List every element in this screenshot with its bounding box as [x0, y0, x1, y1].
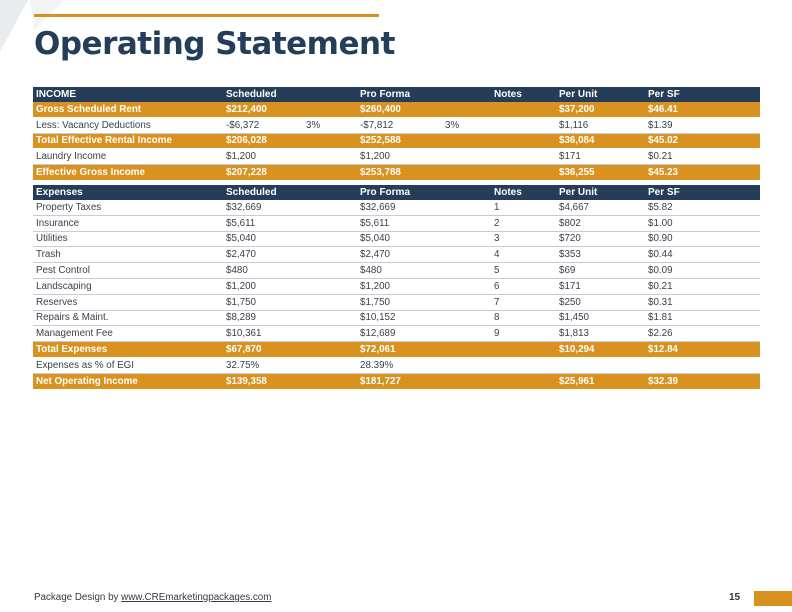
cell-scheduled: $10,361: [223, 326, 303, 342]
cell-pro-forma: $181,727: [357, 373, 442, 389]
cell-pro-forma: $252,588: [357, 133, 442, 149]
table-row: [33, 149, 760, 165]
income-header-per-sf: Per SF: [645, 87, 760, 102]
cell-per-sf: $45.02: [645, 133, 760, 149]
expenses-header-row: [33, 185, 760, 200]
cell-label: Net Operating Income: [33, 373, 223, 389]
total-row: [33, 165, 760, 181]
cell-notes: [491, 102, 556, 117]
cell-per-unit: $250: [556, 294, 645, 310]
cell-scheduled: $2,470: [223, 247, 303, 263]
cell-scheduled: $1,200: [223, 149, 303, 165]
cell-scheduled: $5,611: [223, 215, 303, 231]
income-header-row: [33, 87, 760, 102]
cell-scheduled-pct: [303, 247, 357, 263]
cell-per-sf: $32.39: [645, 373, 760, 389]
cell-pro-forma: $2,470: [357, 247, 442, 263]
cell-scheduled: $1,200: [223, 278, 303, 294]
cell-label: Less: Vacancy Deductions: [33, 117, 223, 133]
cell-per-sf: $5.82: [645, 200, 760, 215]
cell-scheduled: $8,289: [223, 310, 303, 326]
cell-notes: 9: [491, 326, 556, 342]
cell-per-sf: $0.09: [645, 263, 760, 279]
cell-per-unit: $10,294: [556, 342, 645, 358]
cell-per-sf: $1.81: [645, 310, 760, 326]
cell-scheduled-pct: 3%: [303, 117, 357, 133]
cell-label: Expenses as % of EGI: [33, 357, 223, 373]
cell-notes: 7: [491, 294, 556, 310]
cell-pro-forma-pct: [442, 310, 491, 326]
cell-per-unit: $36,255: [556, 165, 645, 181]
cell-label: Utilities: [33, 231, 223, 247]
cell-pro-forma: $260,400: [357, 102, 442, 117]
cell-scheduled-pct: [303, 200, 357, 215]
cell-scheduled: $139,358: [223, 373, 303, 389]
cell-notes: 5: [491, 263, 556, 279]
cell-scheduled-pct: [303, 310, 357, 326]
cell-scheduled-pct: [303, 326, 357, 342]
cell-pro-forma: $480: [357, 263, 442, 279]
income-header-pro-forma-pct: [442, 87, 491, 102]
cell-per-sf: $1.39: [645, 117, 760, 133]
expenses-header-per-sf: Per SF: [645, 185, 760, 200]
table-row: [33, 117, 760, 133]
expenses-table: [33, 185, 760, 390]
cell-label: Total Expenses: [33, 342, 223, 358]
cell-notes: 6: [491, 278, 556, 294]
table-row: [33, 310, 760, 326]
cell-per-unit: $69: [556, 263, 645, 279]
cell-per-sf: $1.00: [645, 215, 760, 231]
cell-pro-forma: $1,750: [357, 294, 442, 310]
footer-credit-prefix: Package Design by: [34, 592, 122, 603]
cell-pro-forma-pct: [442, 165, 491, 181]
cell-label: Repairs & Maint.: [33, 310, 223, 326]
table-row: [33, 263, 760, 279]
cell-scheduled: $212,400: [223, 102, 303, 117]
income-header-label: INCOME: [33, 87, 223, 102]
cell-pro-forma-pct: [442, 247, 491, 263]
footer-credit-link[interactable]: www.CREmarketingpackages.com: [121, 592, 272, 603]
cell-scheduled: 32.75%: [223, 357, 303, 373]
cell-pro-forma: $1,200: [357, 149, 442, 165]
cell-pro-forma: $12,689: [357, 326, 442, 342]
cell-pro-forma-pct: [442, 149, 491, 165]
cell-scheduled: $67,870: [223, 342, 303, 358]
cell-label: Management Fee: [33, 326, 223, 342]
page-number-tab: [754, 591, 792, 606]
cell-per-sf: $0.21: [645, 149, 760, 165]
cell-notes: [491, 165, 556, 181]
cell-pro-forma: 28.39%: [357, 357, 442, 373]
cell-pro-forma: $253,788: [357, 165, 442, 181]
cell-per-unit: $1,116: [556, 117, 645, 133]
cell-pro-forma-pct: [442, 357, 491, 373]
cell-per-unit: [556, 357, 645, 373]
cell-pro-forma-pct: [442, 200, 491, 215]
cell-scheduled: $206,028: [223, 133, 303, 149]
total-row: [33, 373, 760, 389]
cell-scheduled-pct: [303, 231, 357, 247]
title-accent-rule: [34, 14, 379, 17]
cell-notes: [491, 117, 556, 133]
cell-scheduled: $1,750: [223, 294, 303, 310]
cell-scheduled: $480: [223, 263, 303, 279]
cell-scheduled-pct: [303, 278, 357, 294]
cell-scheduled-pct: [303, 149, 357, 165]
cell-notes: [491, 342, 556, 358]
cell-per-sf: $0.44: [645, 247, 760, 263]
cell-per-sf: $0.21: [645, 278, 760, 294]
cell-per-unit: $353: [556, 247, 645, 263]
cell-per-unit: $4,667: [556, 200, 645, 215]
cell-label: Pest Control: [33, 263, 223, 279]
cell-pro-forma: $5,611: [357, 215, 442, 231]
cell-per-sf: [645, 357, 760, 373]
cell-scheduled-pct: [303, 294, 357, 310]
cell-notes: [491, 133, 556, 149]
total-row: [33, 102, 760, 117]
cell-label: Property Taxes: [33, 200, 223, 215]
cell-label: Laundry Income: [33, 149, 223, 165]
cell-pro-forma: -$7,812: [357, 117, 442, 133]
cell-scheduled-pct: [303, 357, 357, 373]
cell-pro-forma: $10,152: [357, 310, 442, 326]
cell-scheduled-pct: [303, 342, 357, 358]
cell-label: Reserves: [33, 294, 223, 310]
cell-scheduled-pct: [303, 165, 357, 181]
cell-pro-forma: $32,669: [357, 200, 442, 215]
page-number: 15: [729, 592, 741, 603]
table-row: [33, 294, 760, 310]
cell-per-sf: $2.26: [645, 326, 760, 342]
cell-pro-forma-pct: [442, 342, 491, 358]
cell-label: Total Effective Rental Income: [33, 133, 223, 149]
table-row: [33, 357, 760, 373]
cell-pro-forma-pct: [442, 294, 491, 310]
cell-scheduled: $207,228: [223, 165, 303, 181]
table-row: [33, 247, 760, 263]
cell-pro-forma: $5,040: [357, 231, 442, 247]
cell-notes: 2: [491, 215, 556, 231]
cell-notes: 8: [491, 310, 556, 326]
cell-notes: 4: [491, 247, 556, 263]
cell-per-unit: $720: [556, 231, 645, 247]
cell-label: Gross Scheduled Rent: [33, 102, 223, 117]
cell-notes: [491, 373, 556, 389]
income-header-notes: Notes: [491, 87, 556, 102]
cell-per-unit: $36,084: [556, 133, 645, 149]
table-row: [33, 278, 760, 294]
income-header-per-unit: Per Unit: [556, 87, 645, 102]
total-row: [33, 133, 760, 149]
cell-per-sf: $12.84: [645, 342, 760, 358]
expenses-header-pro-forma: Pro Forma: [357, 185, 442, 200]
footer-credit: [34, 592, 271, 603]
cell-pro-forma-pct: [442, 326, 491, 342]
cell-pro-forma-pct: 3%: [442, 117, 491, 133]
cell-pro-forma: $1,200: [357, 278, 442, 294]
cell-per-unit: $25,961: [556, 373, 645, 389]
expenses-header-pro-forma-pct: [442, 185, 491, 200]
cell-per-unit: $1,450: [556, 310, 645, 326]
cell-scheduled-pct: [303, 263, 357, 279]
cell-per-unit: $802: [556, 215, 645, 231]
cell-scheduled-pct: [303, 133, 357, 149]
cell-per-sf: $0.90: [645, 231, 760, 247]
expenses-header-scheduled: Scheduled: [223, 185, 303, 200]
cell-per-unit: $171: [556, 278, 645, 294]
table-row: [33, 200, 760, 215]
cell-pro-forma-pct: [442, 373, 491, 389]
cell-pro-forma-pct: [442, 133, 491, 149]
table-row: [33, 215, 760, 231]
income-header-scheduled-pct: [303, 87, 357, 102]
cell-label: Trash: [33, 247, 223, 263]
cell-scheduled-pct: [303, 373, 357, 389]
cell-pro-forma-pct: [442, 215, 491, 231]
cell-pro-forma-pct: [442, 231, 491, 247]
cell-label: Landscaping: [33, 278, 223, 294]
page-title: Operating Statement: [34, 26, 395, 62]
income-header-scheduled: Scheduled: [223, 87, 303, 102]
expenses-header-per-unit: Per Unit: [556, 185, 645, 200]
cell-pro-forma-pct: [442, 102, 491, 117]
expenses-header-label: Expenses: [33, 185, 223, 200]
cell-per-sf: $0.31: [645, 294, 760, 310]
income-header-pro-forma: Pro Forma: [357, 87, 442, 102]
income-table: [33, 87, 760, 181]
cell-notes: 1: [491, 200, 556, 215]
cell-pro-forma-pct: [442, 263, 491, 279]
cell-per-sf: $46.41: [645, 102, 760, 117]
expenses-header-notes: Notes: [491, 185, 556, 200]
cell-per-unit: $37,200: [556, 102, 645, 117]
total-row: [33, 342, 760, 358]
cell-pro-forma-pct: [442, 278, 491, 294]
cell-scheduled: -$6,372: [223, 117, 303, 133]
cell-scheduled-pct: [303, 102, 357, 117]
cell-per-unit: $1,813: [556, 326, 645, 342]
cell-scheduled: $32,669: [223, 200, 303, 215]
cell-pro-forma: $72,061: [357, 342, 442, 358]
cell-notes: [491, 149, 556, 165]
cell-scheduled-pct: [303, 215, 357, 231]
table-row: [33, 231, 760, 247]
cell-notes: 3: [491, 231, 556, 247]
cell-label: Effective Gross Income: [33, 165, 223, 181]
table-row: [33, 326, 760, 342]
cell-label: Insurance: [33, 215, 223, 231]
expenses-header-scheduled-pct: [303, 185, 357, 200]
cell-notes: [491, 357, 556, 373]
cell-scheduled: $5,040: [223, 231, 303, 247]
cell-per-sf: $45.23: [645, 165, 760, 181]
cell-per-unit: $171: [556, 149, 645, 165]
